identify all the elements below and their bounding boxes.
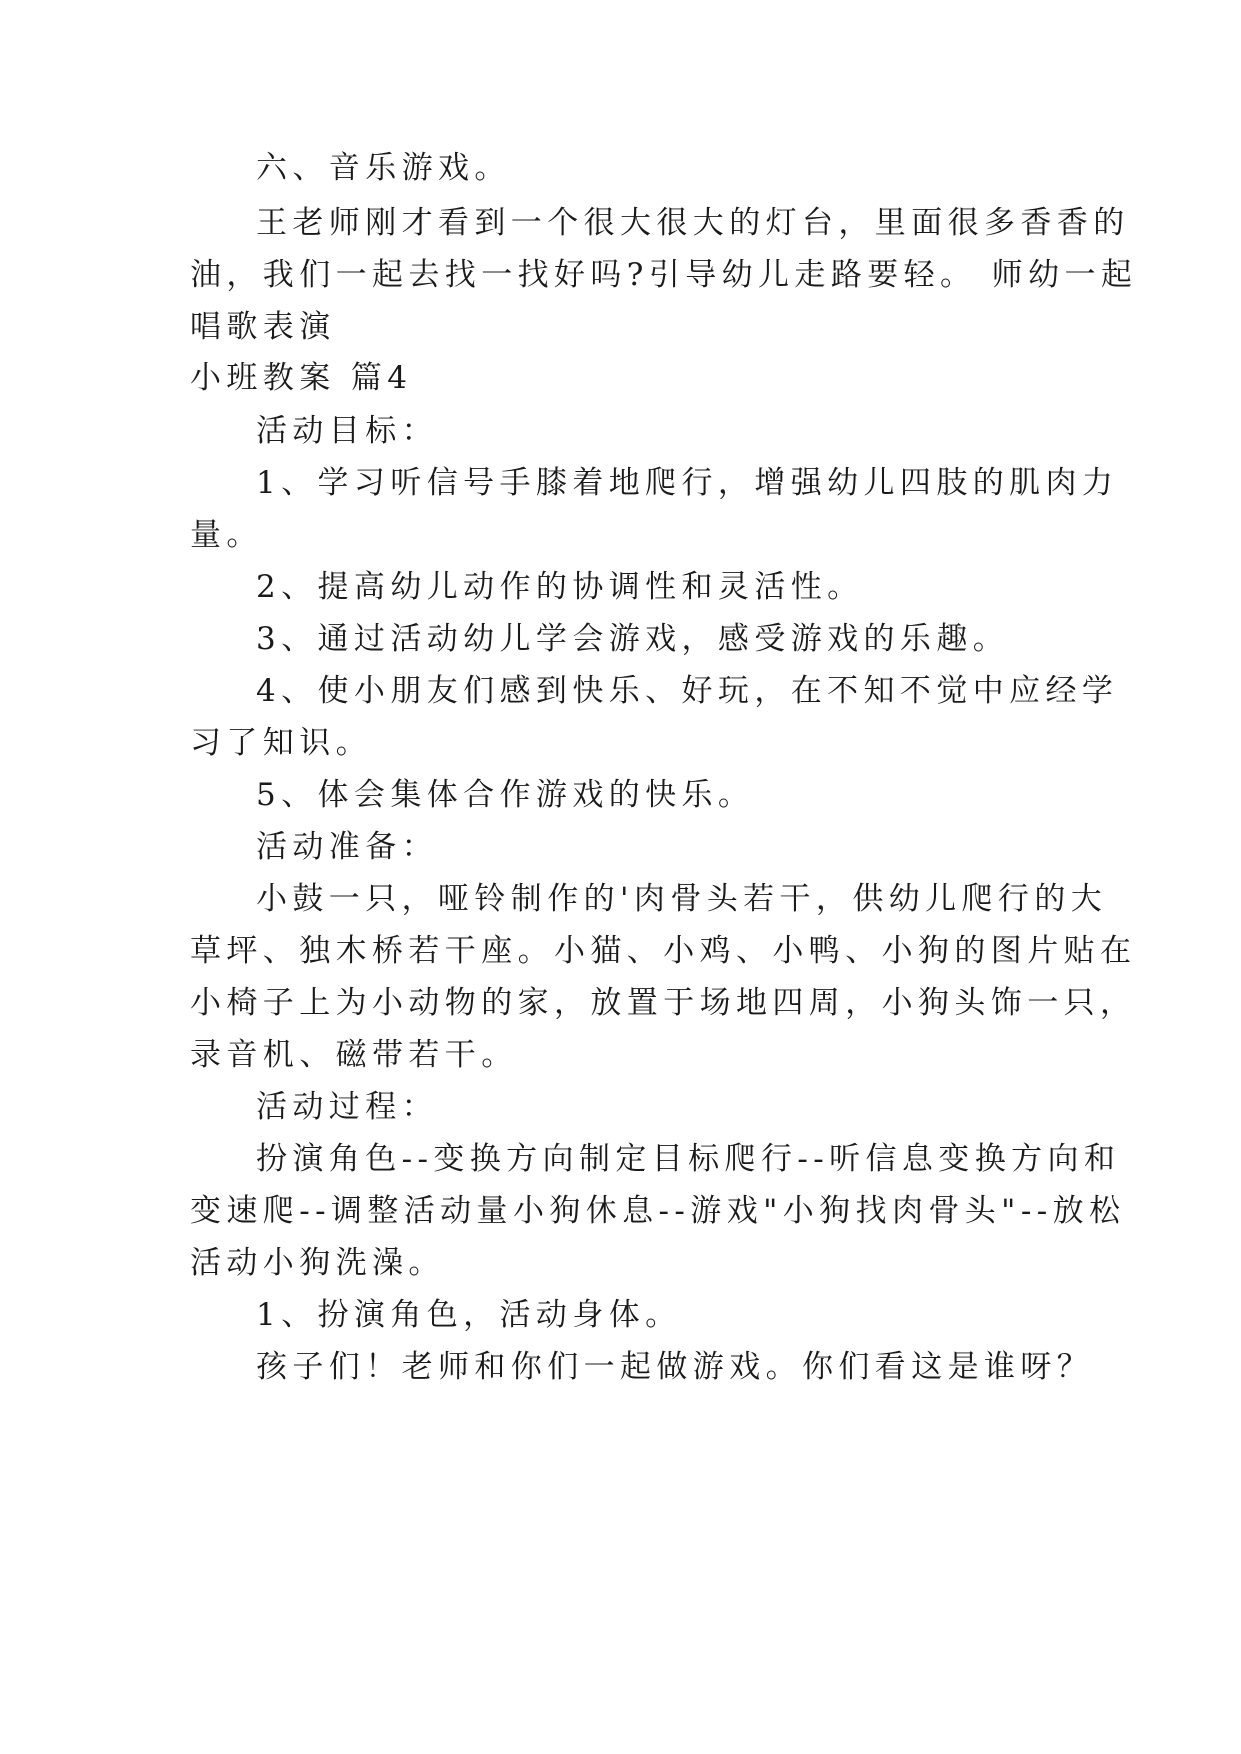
lesson-title: 小班教案 篇4 <box>190 360 413 396</box>
goal-item-continued: 量。 <box>190 517 263 553</box>
goal-item: 4、使小朋友们感到快乐、好玩，在不知不觉中应经学 <box>256 673 1119 709</box>
section-heading-process: 活动过程： <box>256 1089 438 1125</box>
goal-item: 2、提高幼儿动作的协调性和灵活性。 <box>256 569 864 605</box>
goal-item: 1、学习听信号手膝着地爬行，增强幼儿四肢的肌肉力 <box>256 465 1119 501</box>
goal-item-continued: 习了知识。 <box>190 725 372 761</box>
goal-item: 5、体会集体合作游戏的快乐。 <box>256 777 755 813</box>
paragraph-line: 唱歌表演 <box>190 309 336 345</box>
paragraph-line: 草坪、独木桥若干座。小猫、小鸡、小鸭、小狗的图片贴在 <box>190 933 1137 969</box>
paragraph-line: 小鼓一只，哑铃制作的'肉骨头若干，供幼儿爬行的大 <box>256 881 1108 917</box>
section-heading-preparation: 活动准备： <box>256 829 438 865</box>
paragraph-line: 王老师刚才看到一个很大很大的灯台，里面很多香香的 <box>256 205 1130 241</box>
section-heading-music-game: 六、音乐游戏。 <box>256 150 511 186</box>
paragraph-line: 小椅子上为小动物的家，放置于场地四周，小狗头饰一只， <box>190 985 1137 1021</box>
process-step: 1、扮演角色，活动身体。 <box>256 1297 682 1333</box>
paragraph-line: 扮演角色--变换方向制定目标爬行--听信息变换方向和 <box>256 1141 1121 1177</box>
paragraph-line: 录音机、磁带若干。 <box>190 1037 518 1073</box>
paragraph-line: 活动小狗洗澡。 <box>190 1245 445 1281</box>
goal-item: 3、通过活动幼儿学会游戏，感受游戏的乐趣。 <box>256 621 1010 657</box>
paragraph-line: 孩子们！老师和你们一起做游戏。你们看这是谁呀？ <box>256 1349 1094 1385</box>
section-heading-goals: 活动目标： <box>256 413 438 449</box>
paragraph-line: 变速爬--调整活动量小狗休息--游戏"小狗找肉骨头"--放松 <box>190 1193 1126 1229</box>
paragraph-line: 油，我们一起去找一找好吗?引导幼儿走路要轻。 师幼一起 <box>190 257 1138 293</box>
